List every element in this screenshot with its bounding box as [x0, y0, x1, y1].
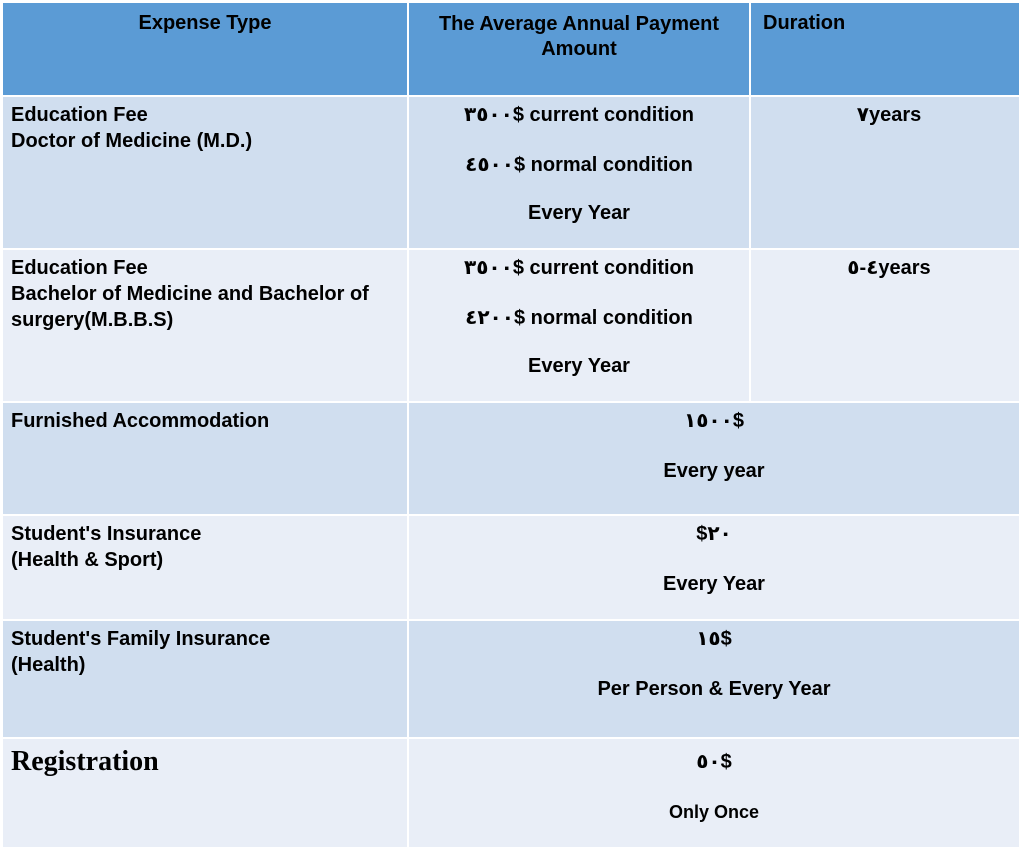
payment-line1: ٥٠$ [696, 751, 732, 773]
expense-type-cell [2, 620, 408, 738]
payment-line1: ٣٥٠٠$ current condition [464, 257, 694, 279]
expense-type-cell [2, 738, 408, 848]
table-row-mbbs [2, 249, 1020, 402]
expense-table [1, 1, 1021, 849]
payment-cell [408, 620, 1020, 738]
payment-cell [408, 249, 750, 402]
expense-type-cell [2, 515, 408, 620]
expense-type-line2: (Health) [11, 654, 86, 676]
expense-type-line1: Education Fee [11, 257, 148, 279]
payment-line2: Per Person & Every Year [597, 678, 831, 700]
table-row-accommodation [2, 402, 1020, 515]
expense-type-line2: (Health & Sport) [11, 549, 164, 571]
expense-type-line2: Bachelor of Medicine and Bachelor of surgery(M.B.B.S) [11, 283, 369, 331]
payment-cell [408, 738, 1020, 848]
payment-line1: ١٥$ [696, 628, 732, 650]
header-avg-payment: The Average Annual Payment Amount [408, 2, 750, 96]
expense-type-cell [2, 402, 408, 515]
table-row-md [2, 96, 1020, 249]
payment-line2: Only Once [668, 802, 760, 822]
payment-line3: Every Year [528, 202, 630, 224]
table-row-registration [2, 738, 1020, 848]
payment-cell [408, 96, 750, 249]
payment-line3: Every Year [528, 355, 630, 377]
header-expense-type: Expense Type [2, 2, 408, 96]
payment-line2: Every year [663, 460, 765, 482]
table-row-family-insurance [2, 620, 1020, 738]
expense-type-line1: Registration [11, 746, 159, 777]
payment-line1: ١٥٠٠$ [684, 410, 744, 432]
expense-type-line1: Furnished Accommodation [11, 410, 270, 432]
duration-cell: ٧years [750, 96, 1020, 249]
expense-type-cell [2, 249, 408, 402]
duration-cell: ٤-٥years [750, 249, 1020, 402]
payment-line2: ٤٢٠٠$ normal condition [465, 307, 693, 329]
payment-line2: ٤٥٠٠$ normal condition [465, 154, 693, 176]
payment-cell [408, 402, 1020, 515]
expense-type-line2: Doctor of Medicine (M.D.) [11, 130, 253, 152]
header-row [2, 2, 1020, 96]
expense-type-line1: Student's Family Insurance [11, 628, 271, 650]
payment-cell [408, 515, 1020, 620]
payment-line1: ٣٥٠٠$ current condition [464, 104, 694, 126]
table-row-student-insurance [2, 515, 1020, 620]
expense-type-line1: Education Fee [11, 104, 148, 126]
payment-line2: Every Year [663, 573, 765, 595]
expense-type-cell [2, 96, 408, 249]
expense-type-line1: Student's Insurance [11, 523, 202, 545]
payment-line1: $٢٠ [696, 523, 732, 545]
header-duration: Duration [750, 2, 1020, 96]
